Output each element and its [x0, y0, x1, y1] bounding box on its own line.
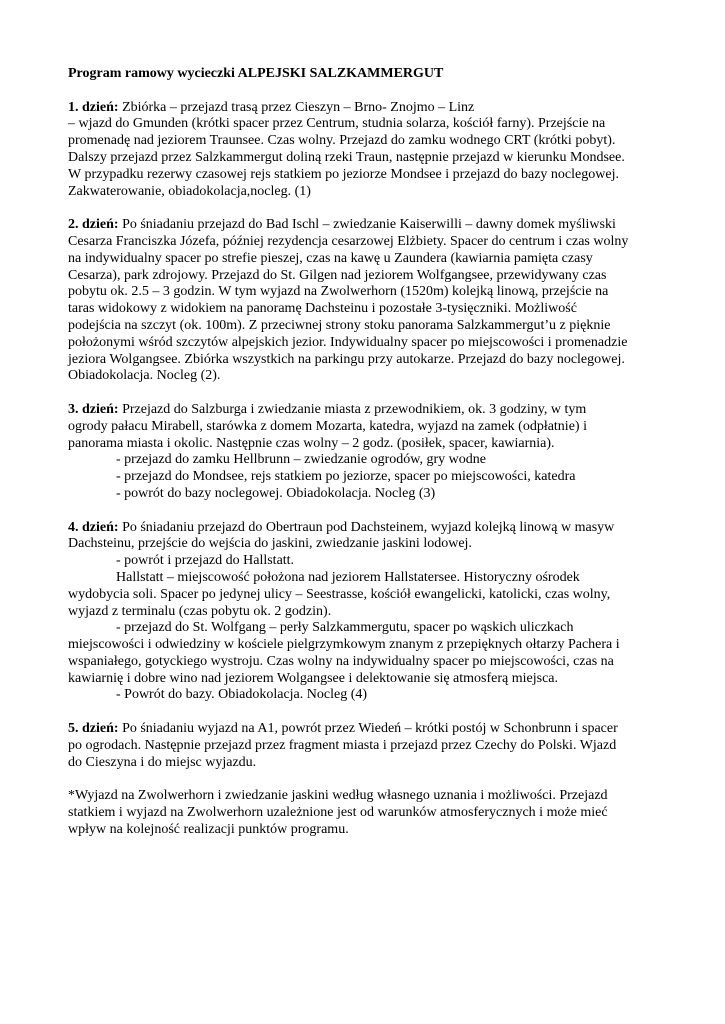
day-paragraph	[68, 553, 668, 570]
day-paragraph	[68, 486, 668, 503]
text-line: promenadę nad jeziorem Traunsee. Czas wolny. Przejazd do zamku wodnego CRT (krótki pobyt).	[68, 133, 616, 149]
day-text: Przejazd do Salzburga i zwiedzanie miasta z przewodnikiem, ok. 3 godziny, w tym	[118, 401, 587, 417]
day-paragraph	[68, 217, 668, 385]
text-line: po ogrodach. Następnie przejazd przez fragment miasta i przejazd przez Czechy do Polski. Wjazd	[68, 737, 617, 753]
text-line: panorama miasta i okolic. Następnie czas wolny – 2 godz. (posiłek, spacer, kawiarnia).	[68, 435, 555, 451]
day-section	[68, 217, 668, 385]
text-line: wydobycia soli. Spacer po jedynej ulicy – Seestrasse, kościół ewangelicki, katolicki, czas wolny,	[68, 586, 611, 602]
text-line: - przejazd do zamku Hellbrunn – zwiedzanie ogrodów, gry wodne	[116, 452, 486, 468]
text-line: – wjazd do Gmunden (krótki spacer przez Centrum, studnia solarza, kościół farny). Przejście na	[68, 116, 606, 132]
day-paragraph	[68, 469, 668, 486]
footnote	[68, 788, 668, 838]
day-paragraph	[68, 100, 668, 201]
day-label: 5. dzień:	[68, 721, 119, 737]
text-line: kawiarnię i dobre wino nad jeziorem Wolgangsee i delektowanie się atmosferą miejsca.	[68, 670, 558, 686]
footnote-line: *Wyjazd na Zwolwerhorn i zwiedzanie jaskini według własnego uznania i możliwości. Przejazd	[68, 788, 608, 804]
day-label: 4. dzień:	[68, 519, 119, 535]
itinerary-days	[68, 100, 668, 772]
day-paragraph	[68, 620, 668, 687]
text-line: taras widokowy z widokiem na panoramę Dachsteinu i pozostałe 3-tysięczniki. Możliwość	[68, 301, 577, 317]
day-paragraph	[68, 687, 668, 704]
day-paragraph	[68, 452, 668, 469]
day-section	[68, 721, 668, 771]
day-text: Po śniadaniu przejazd do Obertraun pod Dachsteinem, wyjazd kolejką linową w masyw	[118, 519, 615, 535]
footnote-line: statkiem i wyjazd na Zwolwerhorn uzależnione jest od warunków atmosferycznych i może mieć	[68, 805, 608, 821]
text-line: Obiadokolacja. Nocleg (2).	[68, 368, 221, 384]
document-title: Program ramowy wycieczki ALPEJSKI SALZKAMMERGUT	[68, 66, 444, 81]
text-line: podejścia na szczyt (ok. 100m). Z przeciwnej strony stoku panorama Salzkammergut’u z pięknie	[68, 317, 611, 333]
text-line: - przejazd do Mondsee, rejs statkiem po jeziorze, spacer po miejscowości, katedra	[116, 469, 576, 485]
text-line	[68, 721, 668, 738]
day-section	[68, 402, 668, 503]
text-line: - Powrót do bazy. Obiadokolacja. Nocleg (4)	[116, 687, 368, 703]
day-paragraph	[68, 520, 668, 554]
text-line: na indywidualny spacer po strefie pieszej, czas na kawę u Zaundera (kawiarnia pamięta czasy	[68, 250, 593, 266]
text-line: W przypadku rezerwy czasowej rejs statkiem po jeziorze Mondsee i przejazd do bazy noclegowej.	[68, 166, 619, 182]
text-line: do Cieszyna i do miejsc wyjazdu.	[68, 754, 257, 770]
text-line: wyjazd z terminalu (czas pobytu ok. 2 godzin).	[68, 603, 332, 619]
footnote-line: wpływ na kolejność realizacji punktów programu.	[68, 821, 349, 837]
day-text: Zbiórka – przejazd trasą przez Cieszyn – Brno- Znojmo – Linz	[118, 99, 475, 115]
day-label: 1. dzień:	[68, 99, 119, 115]
text-line: miejscowości i odwiedziny w kościele pielgrzymkowym znanym z przepięknych ołtarzy Pachera i	[68, 637, 620, 653]
day-text: Po śniadaniu wyjazd na A1, powrót przez Wiedeń – krótki postój w Schonbrunn i spacer	[118, 721, 618, 737]
text-line: Hallstatt – miejscowość położona nad jeziorem Hallstatersee. Historyczny ośrodek	[116, 569, 580, 585]
day-section	[68, 100, 668, 201]
day-paragraph	[68, 402, 668, 452]
text-line: pobytu ok. 2.5 – 3 godzin. W tym wyjazd na Zwolwerhorn (1520m) kolejką linową, przejście na	[68, 284, 609, 300]
text-line	[68, 217, 668, 234]
text-line: Dalszy przejazd przez Salzkammergut doliną rzeki Traun, następnie przejazd w kierunku Mondsee.	[68, 149, 625, 165]
day-label: 2. dzień:	[68, 217, 119, 233]
text-line: Cesarza Franciszka Józefa, później rezydencja cesarzowej Elżbiety. Spacer do centrum i czas wolny	[68, 233, 629, 249]
day-section	[68, 520, 668, 705]
text-line: Dachsteinu, przejście do wejścia do jaskini, zwiedzanie jaskini lodowej.	[68, 536, 472, 552]
text-line	[68, 100, 668, 117]
text-line: - powrót i przejazd do Hallstatt.	[116, 553, 295, 569]
text-line	[68, 520, 668, 537]
text-line: jeziora Wolgangsee. Zbiórka wszystkich na parkingu przy autokarze. Przejazd do bazy noclegowej.	[68, 351, 625, 367]
day-label: 3. dzień:	[68, 401, 119, 417]
day-paragraph	[68, 721, 668, 771]
text-line: wspaniałego, gotyckiego wystroju. Czas wolny na indywidualny spacer po miejscowości, czas na	[68, 653, 614, 669]
text-line: ogrody pałacu Mirabell, starówka z domem Mozarta, katedra, wyjazd na zamek (odpłatnie) i	[68, 418, 587, 434]
text-line: Zakwaterowanie, obiadokolacja,nocleg. (1)	[68, 183, 311, 199]
document-page	[68, 66, 668, 839]
text-line: - powrót do bazy noclegowej. Obiadokolacja. Nocleg (3)	[116, 485, 436, 501]
text-line: Cesarza), park zdrojowy. Przejazd do St. Gilgen nad jeziorem Wolfgangsee, przewidywany czas	[68, 267, 607, 283]
text-line	[68, 402, 668, 419]
text-line: położonymi wśród szczytów alpejskich jezior. Indywidualny spacer po miejscowości i promenadzie	[68, 334, 628, 350]
day-paragraph	[68, 570, 668, 620]
text-line: - przejazd do St. Wolfgang – perły Salzkammergutu, spacer po wąskich uliczkach	[116, 620, 574, 636]
day-text: Po śniadaniu przejazd do Bad Ischl – zwiedzanie Kaiserwilli – dawny domek myśliwski	[118, 217, 616, 233]
